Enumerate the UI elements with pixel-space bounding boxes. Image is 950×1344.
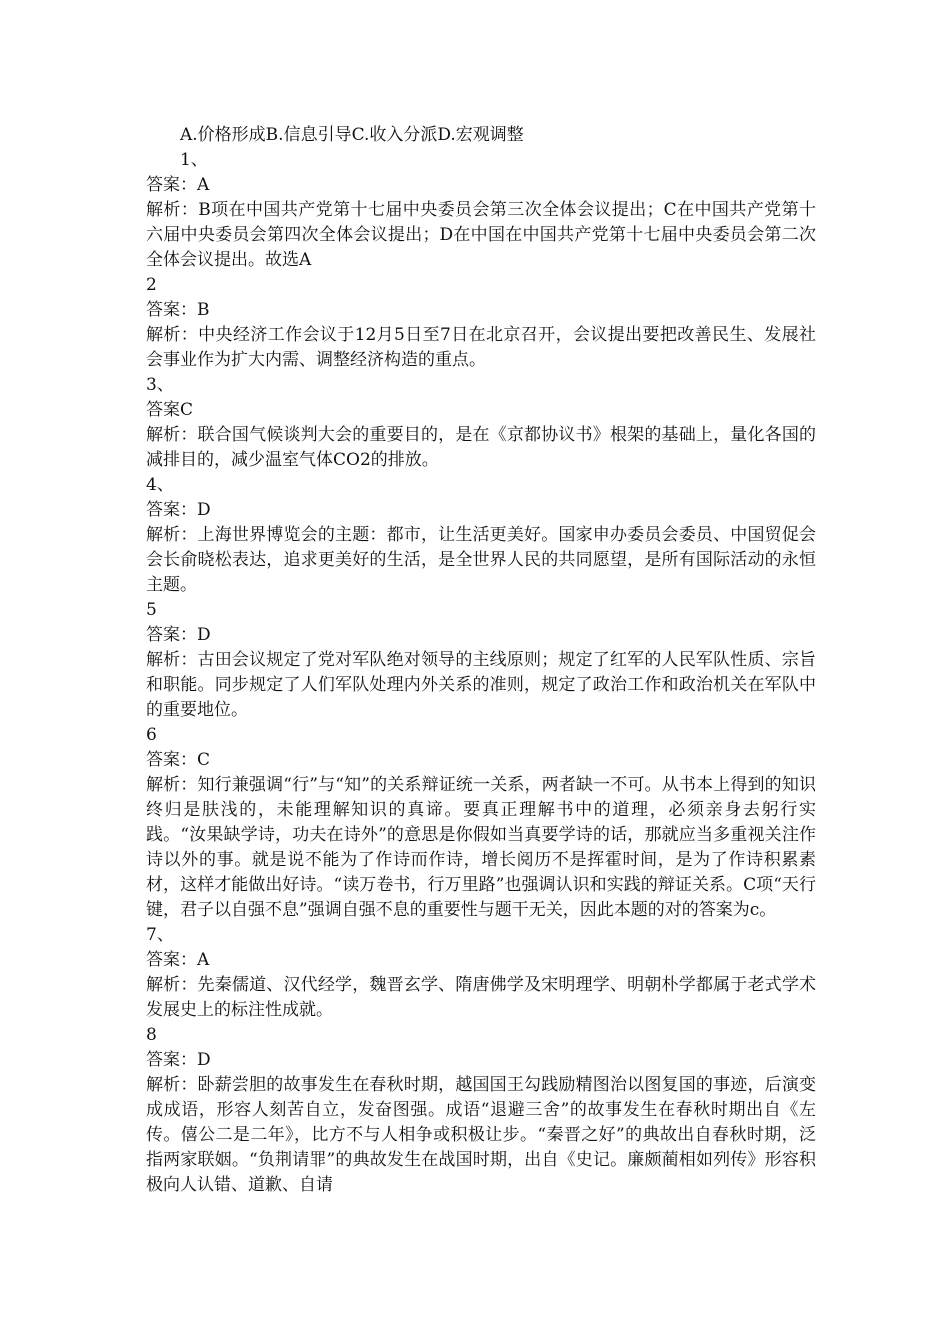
question-number: 4、 [146,475,174,495]
question-number: 8 [146,1025,157,1045]
analysis-text: 解析：古田会议规定了党对军队绝对领导的主线原则；规定了红军的人民军队性质、宗旨和职能。同步规定了人们军队处理内外关系的准则，规定了政治工作和政治机关在军队中的重要地位。 [146,650,816,720]
question-number: 1、 [180,150,208,170]
analysis-text: 解析：先秦儒道、汉代经学，魏晋玄学、隋唐佛学及宋明理学、明朝朴学都属于老式学术发展史上的标注性成就。 [146,975,816,1020]
answer-item [146,598,816,723]
answer-list [146,148,816,1198]
answer-item [146,373,816,473]
answer-label: 答案：A [146,175,210,195]
answer-label: 答案：D [146,1050,211,1070]
question-number: 2 [146,275,157,295]
analysis-text: 解析：联合国气候谈判大会的重要目的，是在《京都协议书》根架的基础上，量化各国的减排目的，减少温室气体CO2的排放。 [146,425,816,470]
answer-item [146,273,816,373]
document-content [146,123,816,1198]
answer-item [146,723,816,923]
answer-label: 答案：C [146,750,211,770]
answer-item [146,473,816,598]
question-number: 3、 [146,375,174,395]
answer-label: 答案：A [146,950,210,970]
answer-item [146,1023,816,1198]
analysis-text: 解析：上海世界博览会的主题：都市，让生活更美好。国家申办委员会委员、中国贸促会会长俞晓松表达，追求更美好的生活，是全世界人民的共同愿望，是所有国际活动的永恒主题。 [146,525,816,595]
answer-label: 答案：D [146,625,211,645]
question-number: 5 [146,600,157,620]
answer-item [146,148,816,273]
question-number: 7、 [146,925,174,945]
answer-item [146,923,816,1023]
answer-label: 答案：B [146,300,210,320]
analysis-text: 解析：卧薪尝胆的故事发生在春秋时期，越国国王勾践励精图治以图复国的事迹，后演变成成语，形容人刻苦自立，发奋图强。成语“退避三舍”的故事发生在春秋时期出自《左传。僖公二是二年》，比方不与人相争或积极让步。“秦晋之好”的典故出自春秋时期，泛指两家联姻。“负荆请罪”的典故发生在战国时期，出自《史记。廉颇蔺相如列传》形容积极向人认错、道歉、自请 [146,1075,816,1195]
answer-label: 答案C [146,400,194,420]
analysis-text: 解析：B项在中国共产党第十七届中央委员会第三次全体会议提出；C在中国共产党第十六届中央委员会第四次全体会议提出；D在中国在中国共产党第十七届中央委员会第二次全体会议提出。故选A [146,200,816,270]
analysis-text: 解析：中央经济工作会议于12月5日至7日在北京召开，会议提出要把改善民生、发展社会事业作为扩大内需、调整经济构造的重点。 [146,325,816,370]
question-number: 6 [146,725,157,745]
analysis-text: 解析：知行兼强调“行”与“知”的关系辩证统一关系，两者缺一不可。从书本上得到的知识终归是肤浅的，未能理解知识的真谛。要真正理解书中的道理，必须亲身去躬行实践。“汝果缺学诗，功夫在诗外”的意思是你假如当真要学诗的话，那就应当多重视关注作诗以外的事。就是说不能为了作诗而作诗，增长阅历不是挥霍时间，是为了作诗积累素材，这样才能做出好诗。“读万卷书，行万里路”也强调认识和实践的辩证关系。C项“天行键，君子以自强不息”强调自强不息的重要性与题干无关，因此本题的对的答案为c。 [146,775,816,920]
options-line: A.价格形成B.信息引导C.收入分派D.宏观调整 [180,125,524,145]
answer-label: 答案：D [146,500,211,520]
